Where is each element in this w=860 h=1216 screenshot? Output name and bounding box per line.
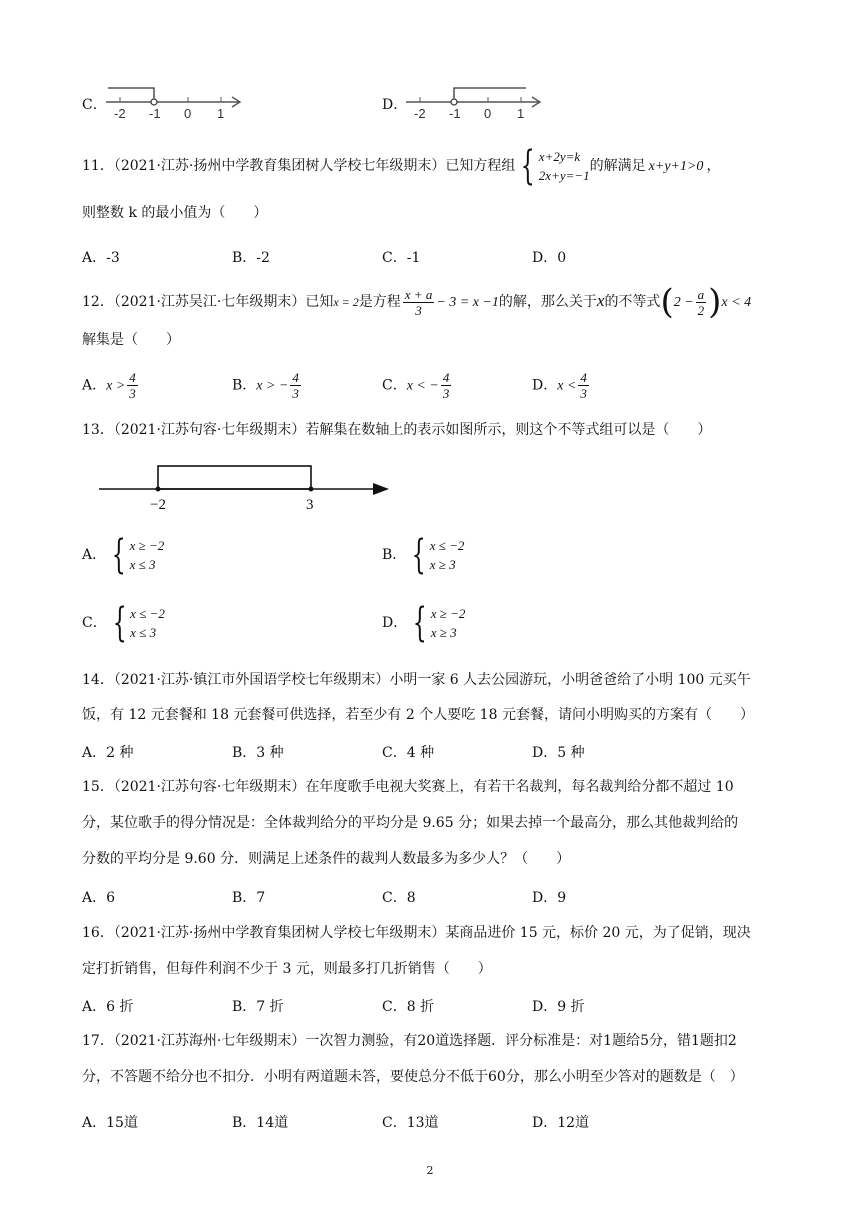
q13-stem: 13．（2021·江苏句容·七年级期末）若解集在数轴上的表示如图所示，则这个不等式组可以是（ ） xyxy=(82,422,712,438)
q13-option-b: B． { x ≤ −2 x ≥ 3 xyxy=(382,532,465,578)
q12-ineq-a: 2 − xyxy=(673,295,694,310)
q10-option-c-number-line xyxy=(100,80,245,122)
q11-tail: ， xyxy=(706,158,721,174)
q12-stem: 12．（2021·江苏吴江·七年级期末）已知x = 2是方程 $\frac{x + a}{3}$ − 3 = x −1的解，那么关于x的不等式(2 − $\frac{a}{2}$ )x < 4 xyxy=(82,282,752,322)
q13-option-c: C． { x ≤ −2 x ≤ 3 xyxy=(82,600,165,646)
q17-option-d: D．12道 xyxy=(532,1115,590,1131)
q14-stem-line-1: 14．（2021·江苏·镇江市外国语学校七年级期末）小明一家 6 人去公园游玩，小明爸爸给了小明 100 元买午 xyxy=(82,672,751,688)
q12-ineq-fraction: $\frac{a}{2}$ xyxy=(697,286,705,318)
q16-option-a: A．6 折 xyxy=(82,999,134,1015)
q10-option-c-letter: C． xyxy=(82,97,107,113)
q13-number-line xyxy=(95,458,395,514)
q12-is: 是方程 xyxy=(358,294,401,310)
tick-label: 1 xyxy=(217,106,225,121)
q15-option-c: C．8 xyxy=(382,890,416,906)
q11-prefix: 11．（2021·江苏·扬州中学教育集团树人学校七年级期末）已知方程组 xyxy=(82,158,516,174)
q12-option-b: B．x > − $\frac{4}{3}$ xyxy=(232,370,299,401)
tick-label: -1 xyxy=(149,106,161,121)
q17-option-c: C．13道 xyxy=(382,1115,439,1131)
tick-label: -1 xyxy=(449,106,461,121)
q14-stem-line-2: 饭，有 12 元套餐和 18 元套餐可供选择，若至少有 2 个人要吃 18 元套餐，请问小明购买的方案有（ ） xyxy=(82,707,754,723)
q14-option-a: A．2 种 xyxy=(82,745,134,761)
q17-option-b: B．14道 xyxy=(232,1115,289,1131)
q15-option-a: A．6 xyxy=(82,890,116,906)
q11-question-line: 则整数 k 的最小值为（ ） xyxy=(82,205,268,221)
page-number: 2 xyxy=(426,1164,434,1177)
q12-question-line: 解集是（ ） xyxy=(82,332,180,348)
q15-option-b: B．7 xyxy=(232,890,266,906)
q14-option-d: D．5 种 xyxy=(532,745,585,761)
q14-option-b: B．3 种 xyxy=(232,745,284,761)
tick-label: -2 xyxy=(114,106,126,121)
q11-eq2: 2x+y=−1 xyxy=(538,168,590,183)
q11-option-b: B．-2 xyxy=(232,250,270,266)
q14-option-c: C．4 种 xyxy=(382,745,435,761)
q16-option-b: B．7 折 xyxy=(232,999,284,1015)
q12-x-value: x = 2 xyxy=(333,295,359,309)
q11-equation-system: { x+2y=k 2x+y=−1 xyxy=(521,143,590,189)
q16-stem-line-2: 定打折销售，但每件利润不少于 3 元，则最多打几折销售（ ） xyxy=(82,961,492,977)
q16-option-c: C．8 折 xyxy=(382,999,435,1015)
q10-option-d-number-line xyxy=(400,80,545,122)
q12-option-a: A．x > $\frac{4}{3}$ xyxy=(82,370,136,401)
q15-stem-line-2: 分，某位歌手的得分情况是：全体裁判给分的平均分是 9.65 分；如果去掉一个最高分，那么其他裁判给的 xyxy=(82,815,739,831)
q12-mid: 的解，那么关于 xyxy=(498,294,597,310)
q13-option-a: A． { x ≥ −2 x ≤ 3 xyxy=(82,532,165,578)
q12-ineq-b: x < 4 xyxy=(721,295,752,310)
q12-option-c: C．x < − $\frac{4}{3}$ xyxy=(382,370,450,401)
q13-option-d: D． { x ≥ −2 x ≥ 3 xyxy=(382,600,466,646)
q12-equation-fraction: $\frac{x + a}{3}$ xyxy=(404,286,433,318)
q12-equation-rest: − 3 = x −1 xyxy=(436,295,499,310)
q11-condition: x+y+1>0 xyxy=(648,159,704,174)
q11-eq1: x+2y=k xyxy=(538,149,581,164)
q15-stem-line-3: 分数的平均分是 9.60 分．则满足上述条件的裁判人数最多为多少人？（ ） xyxy=(82,851,571,867)
tick-label: 3 xyxy=(306,497,314,513)
q11-option-d: D．0 xyxy=(532,250,567,266)
q11-mid: 的解满足 xyxy=(589,158,646,174)
q16-stem-line-1: 16．（2021·江苏·扬州中学教育集团树人学校七年级期末）某商品进价 15 元，标价 20 元，为了促销，现决 xyxy=(82,925,751,941)
q15-option-d: D．9 xyxy=(532,890,567,906)
tick-label: 1 xyxy=(517,106,525,121)
q12-prefix: 12．（2021·江苏吴江·七年级期末）已知 xyxy=(82,294,334,310)
q11-option-c: C．-1 xyxy=(382,250,421,266)
q12-mid2: 的不等式 xyxy=(604,294,661,310)
q11-option-a: A．-3 xyxy=(82,250,120,266)
q15-stem-line-1: 15．（2021·江苏句容·七年级期末）在年度歌手电视大奖赛上，有若干名裁判，每名裁判给分都不超过 10 xyxy=(82,779,734,795)
q17-stem-line-2: 分，不答题不给分也不扣分．小明有两道题未答，要使总分不低于60分，那么小明至少答对的题数是（ ） xyxy=(82,1069,744,1085)
tick-label: −2 xyxy=(150,497,166,513)
tick-label: 0 xyxy=(484,106,492,121)
q16-option-d: D．9 折 xyxy=(532,999,585,1015)
tick-label: 0 xyxy=(184,106,192,121)
q11-stem xyxy=(82,143,721,189)
q10-option-d-letter: D． xyxy=(382,97,408,113)
tick-label: -2 xyxy=(414,106,426,121)
q12-option-d: D．x < $\frac{4}{3}$ xyxy=(532,370,587,401)
q17-option-a: A．15道 xyxy=(82,1115,138,1131)
q12-variable: x xyxy=(596,291,605,310)
q17-stem-line-1: 17．（2021·江苏海州·七年级期末）一次智力测验，有20道选择题．评分标准是：对1题给5分，错1题扣2 xyxy=(82,1033,737,1049)
